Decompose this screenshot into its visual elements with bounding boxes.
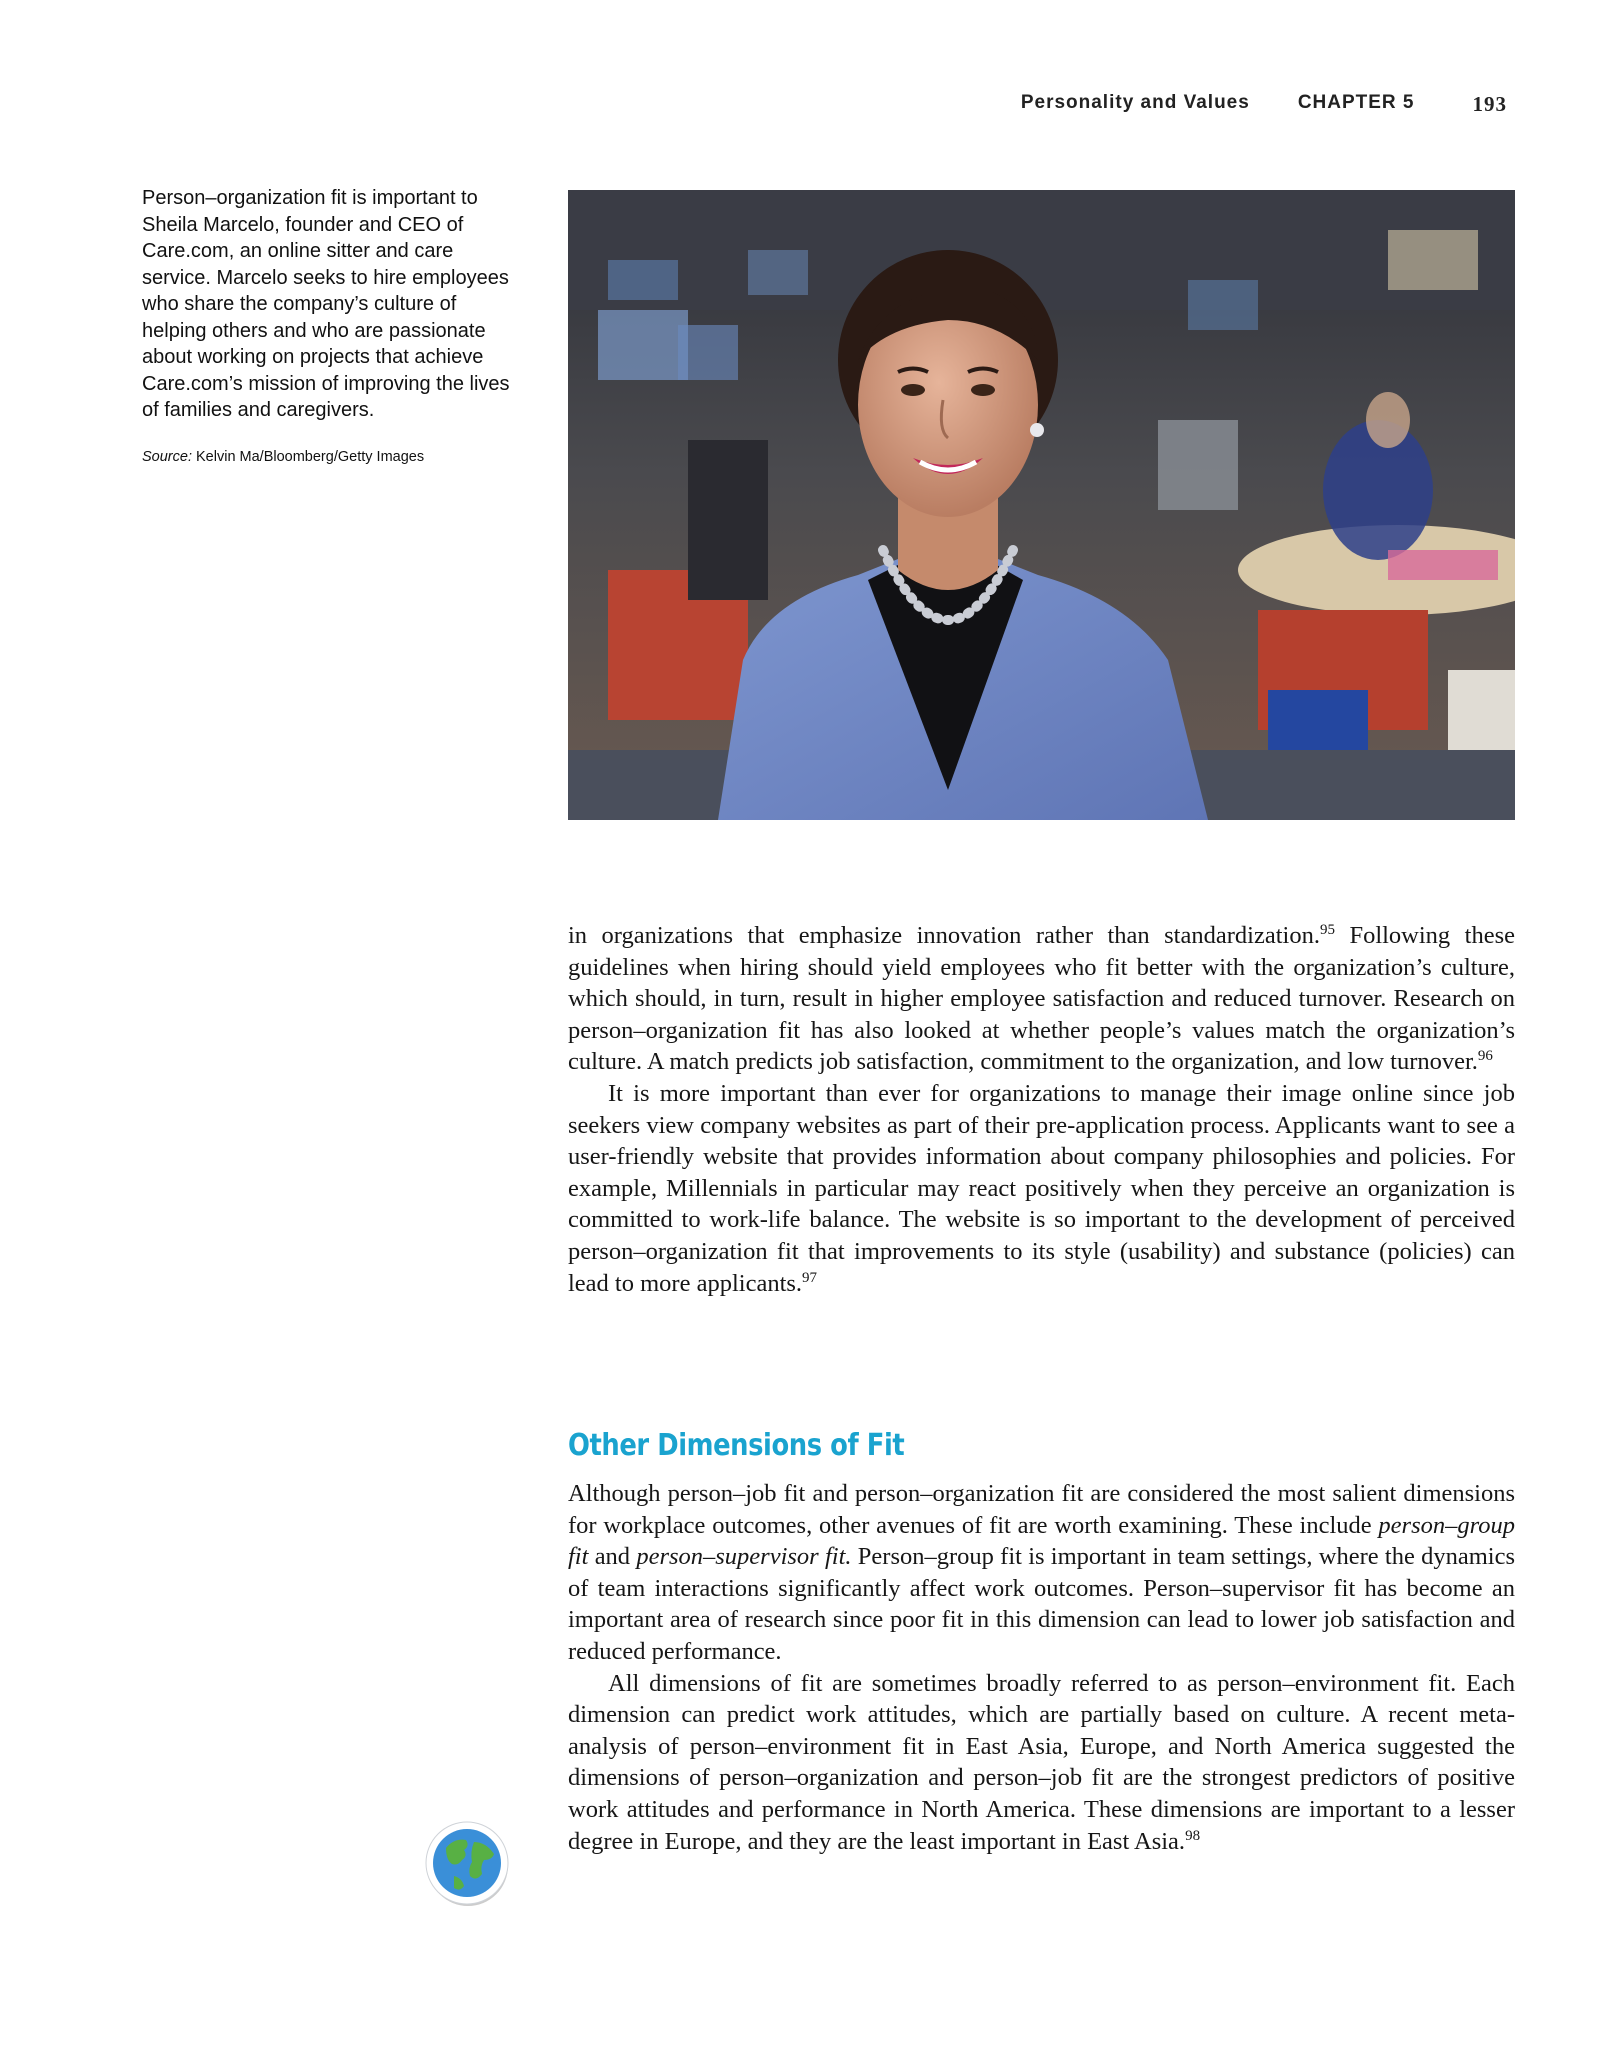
paragraph-4-text: All dimensions of fit are sometimes broadly referred to as person–environment fit. Each dimension can predict work attitudes, which are partially based on culture. A recent meta-analysis of person–environment fit in East Asia, Europe, and North America suggested the dimensions of person–organization and person–job fit are the strongest predictors of positive work attitudes and performance in North America. These dimensions are important to a lesser degree in Europe, and they are the least important in East Asia. bbox=[568, 1669, 1515, 1855]
paragraph-3b-text: and bbox=[588, 1543, 637, 1571]
endnote-ref-96[interactable]: 96 bbox=[1477, 1048, 1493, 1065]
section-title: Personality and Values bbox=[1020, 92, 1250, 113]
paragraph-1b-text: Following these guidelines when hiring should yield employees who fit better with the organization’s culture, which should, in turn, result in higher employee satisfaction and reduced turnover. Research on person–organization fit has also looked at whether people’s values match the organization’s culture. A match predicts job satisfaction, commitment to the organization, and low turnover. bbox=[568, 922, 1515, 1076]
paragraph-3c-text: Person–group fit is important in team settings, where the dynamics of team interactions significantly affect work outcomes. Person–supervisor fit has become an important area of research since poor fit in this dimension can lead to lower job satisfaction and reduced performance. bbox=[568, 1543, 1515, 1665]
paragraph bbox=[568, 920, 1515, 1078]
term-person-supervisor-fit: person–supervisor fit. bbox=[636, 1543, 852, 1571]
source-label: Source: bbox=[142, 449, 192, 465]
photo-credit bbox=[142, 449, 542, 465]
endnote-ref-95[interactable]: 95 bbox=[1319, 922, 1335, 938]
endnote-ref-97[interactable]: 97 bbox=[802, 1269, 818, 1286]
paragraph bbox=[568, 1668, 1515, 1858]
section-heading: Other Dimensions of Fit bbox=[568, 1428, 905, 1463]
paragraph bbox=[568, 1478, 1515, 1668]
body-text-lower bbox=[568, 1478, 1515, 1857]
source-text: Kelvin Ma/Bloomberg/Getty Images bbox=[196, 449, 425, 465]
photo-sheila-marcelo bbox=[568, 190, 1515, 820]
body-text-upper bbox=[568, 920, 1515, 1299]
paragraph-3a-text: Although person–job fit and person–organization fit are considered the most salient dimensions for workplace outcomes, other avenues of fit are worth examining. These include bbox=[568, 1480, 1515, 1539]
term-person-group-fit: person–group fit bbox=[568, 1511, 1515, 1571]
paragraph-2-text: It is more important than ever for organizations to manage their image online since job seekers view company websites as part of their pre-application process. Applicants want to see a user-friendly website that provides information about company philosophies and policies. For example, Millennials in particular may react positively when they perceive an organization is committed to work-life balance. The website is so important to the development of perceived person–organization fit that improvements to its style (usability) and substance (policies) can lead to more applicants. bbox=[568, 1079, 1515, 1297]
endnote-ref-98[interactable]: 98 bbox=[1185, 1827, 1201, 1844]
page-number: 193 bbox=[1472, 92, 1507, 116]
globe-icon[interactable] bbox=[424, 1820, 510, 1906]
paragraph bbox=[568, 1078, 1515, 1299]
paragraph-1-text: in organizations that emphasize innovation rather than standardization. bbox=[568, 922, 1320, 949]
running-header bbox=[1021, 92, 1507, 117]
chapter-label: CHAPTER 5 bbox=[1297, 92, 1415, 113]
photo-caption: Person–organization fit is important to Sheila Marcelo, founder and CEO of Care.com, an online sitter and care service. Marcelo seeks to hire employees who share the company’s culture of helping others and who are passionate about working on projects that achieve Care.com’s mission of improving the lives of families and caregivers. bbox=[142, 187, 510, 421]
